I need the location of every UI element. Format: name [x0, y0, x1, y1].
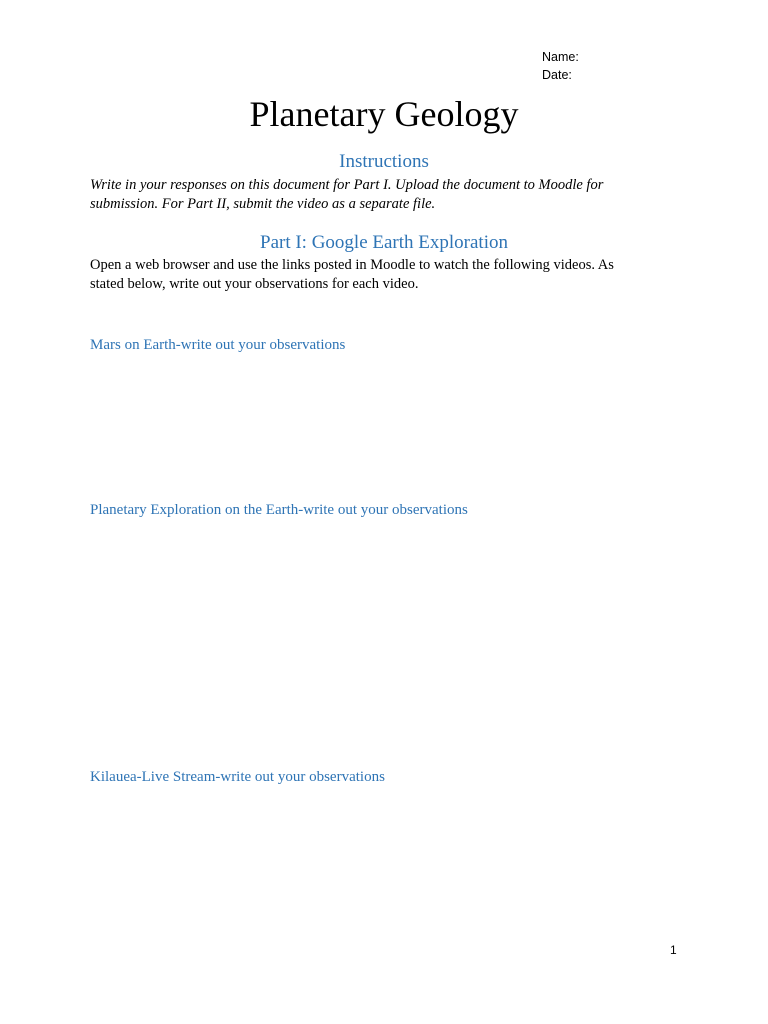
- page-number: 1: [670, 943, 677, 957]
- section-heading-kilauea: Kilauea-Live Stream-write out your observations: [90, 769, 385, 785]
- document-title: Planetary Geology: [249, 94, 519, 134]
- instructions-text: Write in your responses on this document for Part I. Upload the document to Moodle for submission. For Part II, submit the video as a separate file.: [90, 177, 604, 212]
- header-fields: [542, 48, 579, 84]
- part1-text: Open a web browser and use the links posted in Moodle to watch the following videos. As stated below, write out your observations for each video.: [90, 257, 614, 292]
- part1-heading: Part I: Google Earth Exploration: [260, 232, 508, 253]
- section-heading-planetary-exploration: Planetary Exploration on the Earth-write out your observations: [90, 502, 468, 518]
- instructions-heading: Instructions: [339, 151, 429, 172]
- date-label: Date:: [542, 68, 572, 82]
- section-heading-mars: Mars on Earth-write out your observations: [90, 337, 346, 353]
- name-label: Name:: [542, 50, 579, 64]
